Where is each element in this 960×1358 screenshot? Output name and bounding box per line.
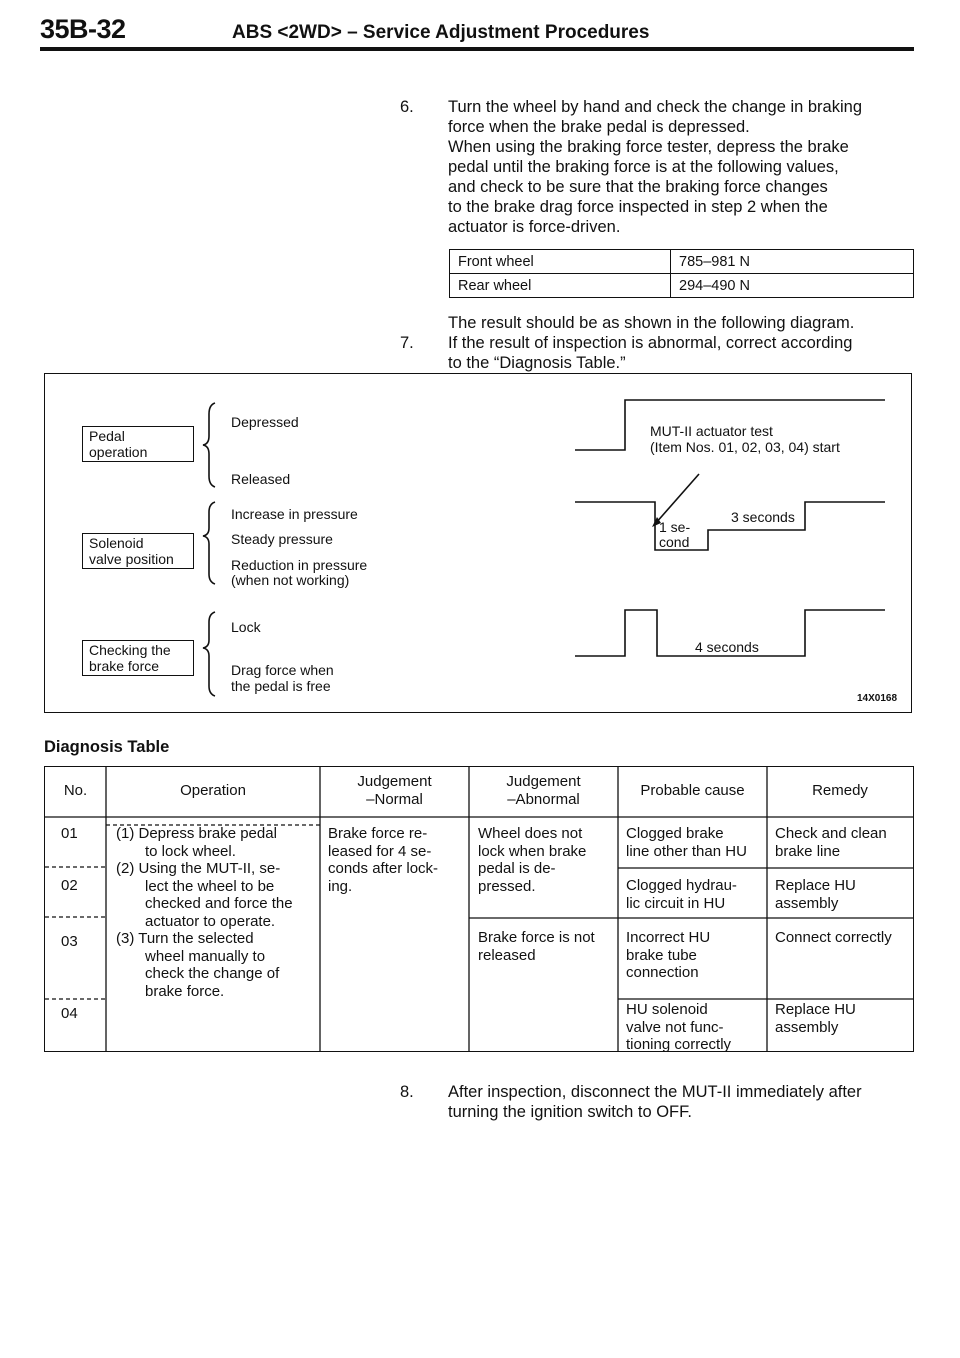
remedy-03	[775, 929, 911, 947]
normal-line: leased for 4 se-	[328, 842, 432, 860]
step-number: 6.	[400, 98, 414, 116]
state-not-working: (when not working)	[231, 572, 350, 588]
remedy-line: assembly	[775, 894, 839, 912]
header-line: –Normal	[366, 790, 423, 808]
wheel-cell: Front wheel	[450, 250, 671, 274]
step-7	[400, 333, 920, 373]
header-line: –Abnormal	[507, 790, 580, 808]
remedy-01	[775, 825, 911, 860]
judgement-normal-text	[328, 825, 466, 895]
remedy-02	[775, 877, 911, 912]
text-line: actuator is force-driven.	[448, 218, 621, 236]
operation-line: actuator to operate.	[145, 912, 276, 930]
operation-line: checked and force the	[145, 895, 293, 912]
state-steady: Steady pressure	[231, 531, 333, 547]
cause-line: tioning correctly	[626, 1036, 732, 1053]
state-lock: Lock	[231, 619, 261, 635]
cause-line: brake tube	[626, 946, 697, 964]
remedy-line: brake line	[775, 842, 841, 860]
cause-01	[626, 825, 766, 860]
page-title: ABS <2WD> – Service Adjustment Procedures	[232, 22, 650, 43]
label-line: Pedal	[89, 428, 125, 444]
row-number: 01	[61, 825, 78, 842]
text-line: If the result of inspection is abnormal, correct according	[448, 334, 853, 352]
normal-line: conds after lock-	[328, 860, 439, 877]
mut-arrow	[655, 474, 699, 524]
label-line: brake force	[89, 658, 160, 674]
cause-line: Clogged hydrau-	[626, 877, 737, 894]
header-operation: Operation	[180, 782, 246, 799]
cause-line: Clogged brake	[626, 825, 724, 842]
operation-line: check the change of	[145, 965, 280, 982]
timing-diagram	[44, 373, 912, 713]
brake-force-label	[82, 640, 194, 676]
brace	[203, 502, 215, 584]
judgement-abnormal-a	[478, 825, 616, 895]
header-remedy: Remedy	[812, 782, 868, 799]
note-line: cond	[659, 534, 690, 550]
state-reduction: Reduction in pressure	[231, 557, 368, 573]
diagnosis-table	[44, 766, 914, 1052]
note-line: MUT-II actuator test	[650, 423, 773, 439]
cause-03	[626, 929, 766, 982]
label-line: Solenoid	[89, 535, 144, 551]
step-7-text	[448, 333, 852, 373]
header-line: Judgement	[357, 773, 432, 790]
text-line: pedal until the braking force is at the following values,	[448, 158, 839, 176]
label-line: valve position	[89, 551, 174, 567]
label-line: operation	[89, 444, 148, 460]
text-line: and check to be sure that the braking force changes	[448, 178, 828, 196]
abnormal-line: lock when brake	[478, 842, 587, 860]
cause-line: Incorrect HU	[626, 929, 711, 946]
row-number: 03	[61, 933, 78, 950]
mut-actuator-note	[650, 423, 840, 455]
diagnosis-table-title: Diagnosis Table	[44, 738, 170, 756]
cause-line: lic circuit in HU	[626, 894, 726, 912]
remedy-line: Check and clean	[775, 825, 887, 842]
header-line: Judgement	[506, 773, 581, 790]
label-line: Checking the	[89, 642, 171, 658]
abnormal-line: pressed.	[478, 877, 536, 895]
step-number: 8.	[400, 1083, 414, 1101]
abnormal-line: Wheel does not	[478, 825, 583, 842]
abnormal-line: released	[478, 946, 536, 964]
header-abnormal	[469, 773, 618, 808]
figure-code: 14X0168	[857, 693, 898, 704]
text-line: to the “Diagnosis Table.”	[448, 354, 626, 372]
operation-line: (3) Turn the selected	[116, 930, 254, 947]
operation-text	[116, 825, 316, 1000]
brace	[203, 612, 215, 696]
cause-line: HU solenoid	[626, 1001, 708, 1018]
solenoid-waveform	[575, 502, 885, 550]
cause-04	[626, 1001, 766, 1054]
one-second-label	[659, 520, 690, 550]
step-number: 7.	[400, 334, 414, 352]
table-row	[450, 250, 914, 274]
cause-line: line other than HU	[626, 842, 747, 860]
row-number: 02	[61, 877, 78, 894]
page-number: 35B-32	[40, 14, 126, 44]
brace	[203, 403, 215, 487]
operation-line: (1) Depress brake pedal	[116, 825, 277, 842]
text-line: force when the brake pedal is depressed.	[448, 118, 750, 136]
abnormal-line: pedal is de-	[478, 860, 556, 877]
operation-line: wheel manually to	[145, 947, 266, 965]
remedy-line: Replace HU	[775, 1001, 856, 1018]
result-line: The result should be as shown in the following diagram.	[448, 314, 855, 332]
braking-force-table	[449, 249, 914, 298]
header-normal	[320, 773, 469, 808]
step-8-text	[448, 1082, 862, 1122]
header-no: No.	[63, 782, 88, 799]
three-seconds-label: 3 seconds	[731, 509, 795, 525]
text-line: When using the braking force tester, depress the brake	[448, 138, 849, 156]
remedy-line: Replace HU	[775, 877, 856, 894]
value-cell: 785–981 N	[671, 250, 914, 274]
text-line: Turn the wheel by hand and check the change in braking	[448, 98, 862, 116]
text-line: turning the ignition switch to OFF.	[448, 1103, 692, 1121]
remedy-line: assembly	[775, 1018, 839, 1036]
cause-02	[626, 877, 766, 912]
text-line: to the brake drag force inspected in step 2 when the	[448, 198, 828, 216]
remedy-line: Connect correctly	[775, 929, 892, 946]
text-line: After inspection, disconnect the MUT-II immediately after	[448, 1083, 862, 1101]
wheel-cell: Rear wheel	[450, 274, 671, 298]
pedal-operation-label	[82, 426, 194, 462]
normal-line: ing.	[328, 877, 353, 895]
operation-line: brake force.	[145, 982, 225, 1000]
cause-line: connection	[626, 964, 699, 981]
step-8	[400, 1082, 920, 1124]
header-rule	[40, 47, 914, 51]
judgement-abnormal-b	[478, 929, 616, 964]
state-released: Released	[231, 471, 291, 487]
state-increase: Increase in pressure	[231, 506, 358, 522]
state-depressed: Depressed	[231, 414, 299, 430]
operation-line: (2) Using the MUT-II, se-	[116, 860, 281, 877]
note-line: 1 se-	[659, 519, 691, 535]
step-6	[400, 97, 920, 242]
note-line: (Item Nos. 01, 02, 03, 04) start	[650, 439, 840, 455]
cause-line: valve not func-	[626, 1018, 724, 1036]
abnormal-line: Brake force is not	[478, 929, 595, 946]
table-row	[450, 274, 914, 298]
value-cell: 294–490 N	[671, 274, 914, 298]
row-number: 04	[61, 1005, 78, 1022]
header-cause: Probable cause	[640, 782, 745, 799]
remedy-04	[775, 1001, 911, 1036]
normal-line: Brake force re-	[328, 825, 428, 842]
solenoid-valve-label	[82, 533, 194, 569]
state-drag-force: Drag force when	[231, 662, 334, 678]
step-6-text	[448, 97, 862, 237]
operation-line: lect the wheel to be	[145, 877, 275, 895]
four-seconds-label: 4 seconds	[695, 639, 759, 655]
operation-line: to lock wheel.	[145, 842, 236, 860]
state-pedal-free: the pedal is free	[231, 678, 331, 694]
